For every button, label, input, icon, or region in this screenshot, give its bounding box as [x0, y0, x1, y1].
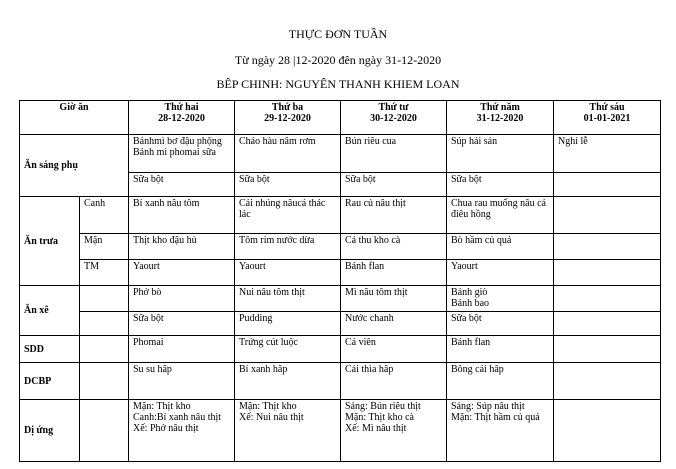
dish-line: Cá thu kho cà	[345, 235, 401, 246]
breakfast-dish	[235, 135, 341, 173]
afternoon-drink	[554, 312, 661, 336]
dish-line: Bánh giò	[451, 287, 488, 298]
dish-line: Bánhmì bơ đậu phộng	[133, 136, 222, 147]
day-name: Thứ hai	[164, 102, 199, 113]
lunch-dish	[447, 260, 554, 286]
dish-line: Sáng: Súp nâu thịt	[451, 401, 525, 412]
breakfast-milk	[554, 173, 661, 197]
sdd-dish: Trứng cút luộc	[235, 336, 341, 363]
day-name: Thứ ba	[271, 102, 304, 113]
table-row	[20, 101, 661, 135]
dish-line: Yaourt	[239, 261, 266, 272]
afternoon-drink: Sữa bột	[129, 312, 235, 336]
dish-line: Xế: Mì nâu thịt	[345, 423, 407, 434]
sdd-sub-empty	[80, 336, 129, 363]
weekly-menu-table	[19, 100, 661, 462]
lunch-dish	[235, 234, 341, 260]
table-row	[20, 197, 661, 234]
lunch-dish	[554, 234, 661, 260]
table-row	[20, 135, 661, 173]
allergy-dish	[235, 400, 341, 462]
day-header	[235, 101, 341, 135]
dish-line: Cháo hàu nâm rơm	[239, 136, 316, 147]
breakfast-milk: Sữa bột	[341, 173, 447, 197]
afternoon-dish	[129, 286, 235, 312]
table-row	[20, 363, 661, 400]
lunch-dish	[235, 260, 341, 286]
dish-line: Xế: Phở nâu thịt	[133, 423, 199, 434]
dcbp-dish: Bí xanh hâp	[235, 363, 341, 400]
table-row	[20, 234, 661, 260]
dish-line: Bánh flan	[345, 261, 385, 272]
dcbp-dish: Su su hâp	[129, 363, 235, 400]
lunch-dish	[341, 197, 447, 234]
dish-line: Mặn: Thịt kho	[133, 401, 191, 412]
lunch-dish	[129, 234, 235, 260]
day-name: Thứ sáu	[589, 102, 625, 113]
dish-line: Yaourt	[451, 261, 478, 272]
dish-line: Nui nâu tôm thịt	[239, 287, 305, 298]
afternoon-dish	[235, 286, 341, 312]
afternoon-dish	[341, 286, 447, 312]
day-date: 01-01-2021	[583, 113, 631, 124]
lunch-dish	[554, 197, 661, 234]
afternoon-dish	[447, 286, 554, 312]
lunch-dish	[341, 234, 447, 260]
breakfast-milk: Sữa bột	[235, 173, 341, 197]
dish-line: Mặn: Thịt kho cà	[345, 412, 414, 423]
lunch-dish	[129, 260, 235, 286]
table-row	[20, 336, 661, 363]
day-header	[447, 101, 554, 135]
breakfast-dish	[554, 135, 661, 173]
dish-line: Thịt kho đậu hủ	[133, 235, 197, 246]
allergy-dish	[447, 400, 554, 462]
afternoon-sub-empty	[80, 286, 129, 312]
lunch-dish	[129, 197, 235, 234]
dish-line: Bánh bao	[451, 298, 490, 309]
table-row	[20, 286, 661, 312]
chef-name: BÊP CHINH: NGUYÊN THANH KHIEM LOAN	[216, 77, 460, 91]
lunch-dish	[554, 260, 661, 286]
lunch-sub-label: TM	[80, 260, 129, 286]
dish-line: lác	[239, 209, 251, 220]
dish-line: Bún riêu cua	[345, 136, 397, 147]
lunch-dish	[341, 260, 447, 286]
afternoon-sub-empty	[80, 312, 129, 336]
day-date: 28-12-2020	[158, 113, 205, 124]
dish-line: Súp hải sản	[451, 136, 498, 147]
dish-line: Mì nâu tôm thịt	[345, 287, 408, 298]
table-row	[20, 260, 661, 286]
sdd-dish: Phomai	[129, 336, 235, 363]
breakfast-dish	[129, 135, 235, 173]
table-row	[20, 312, 661, 336]
day-header	[129, 101, 235, 135]
table-row	[20, 400, 661, 462]
dish-line: Tôm rim nước dừa	[239, 235, 315, 246]
afternoon-drink: Sữa bột	[447, 312, 554, 336]
day-name: Thứ năm	[480, 102, 520, 113]
afternoon-dish	[554, 286, 661, 312]
afternoon-drink: Nước chanh	[341, 312, 447, 336]
dish-line: Sáng: Bún riêu thịt	[345, 401, 421, 412]
sdd-dish: Bánh flan	[447, 336, 554, 363]
menu-title: THỰC ĐƠN TUẦN	[288, 27, 388, 41]
day-name: Thứ tư	[378, 102, 409, 113]
dcbp-dish: Cải thìa hâp	[341, 363, 447, 400]
afternoon-drink: Pudding	[235, 312, 341, 336]
dish-line: Yaourt	[133, 261, 160, 272]
breakfast-dish	[341, 135, 447, 173]
dcbp-dish: Bông cải hâp	[447, 363, 554, 400]
breakfast-label: Ăn sáng phụ	[20, 135, 129, 197]
lunch-dish	[447, 197, 554, 234]
dish-line: Bí xanh nâu tôm	[133, 198, 200, 209]
sdd-dish	[554, 336, 661, 363]
day-header	[341, 101, 447, 135]
sdd-dish: Cá viên	[341, 336, 447, 363]
dish-line: Nghỉ lễ	[558, 136, 588, 147]
dish-line: Bánh mì phomai sữa	[133, 147, 216, 158]
lunch-dish	[235, 197, 341, 234]
dcbp-label: DCBP	[20, 363, 80, 400]
dcbp-dish	[554, 363, 661, 400]
lunch-label: Ăn trưa	[20, 197, 80, 286]
lunch-sub-label: Canh	[80, 197, 129, 234]
lunch-sub-label: Mặn	[80, 234, 129, 260]
breakfast-milk: Sữa bột	[129, 173, 235, 197]
day-date: 30-12-2020	[370, 113, 417, 124]
date-range: Từ ngày 28 |12-2020 đên ngày 31-12-2020	[234, 53, 442, 67]
sdd-label: SDD	[20, 336, 80, 363]
breakfast-dish	[447, 135, 554, 173]
allergy-dish	[129, 400, 235, 462]
dish-line: Mặn: Thịt hầm củ quả	[451, 412, 540, 423]
dish-line: điêu hồng	[451, 209, 491, 220]
dish-line: Bò hầm củ quả	[451, 235, 512, 246]
allergy-sub-empty	[80, 400, 129, 462]
allergy-dish	[341, 400, 447, 462]
dcbp-sub-empty	[80, 363, 129, 400]
allergy-dish	[554, 400, 661, 462]
dish-line: Xế: Nui nâu thịt	[239, 412, 304, 423]
afternoon-label: Ăn xê	[20, 286, 80, 336]
meal-time-header: Giờ ăn	[20, 101, 129, 135]
day-date: 31-12-2020	[476, 113, 524, 124]
lunch-dish	[447, 234, 554, 260]
allergy-label: Dị ứng	[20, 400, 80, 462]
dish-line: Chua rau muống nâu cá	[451, 198, 546, 209]
dish-line: Cải nhúng nâucá thác	[239, 198, 326, 209]
dish-line: Mặn: Thịt kho	[239, 401, 297, 412]
dish-line: Rau củ nâu thịt	[345, 198, 406, 209]
dish-line: Phở bò	[133, 287, 162, 298]
breakfast-milk: Sữa bột	[447, 173, 554, 197]
dish-line: Canh:Bí xanh nâu thịt	[133, 412, 222, 423]
day-header	[554, 101, 661, 135]
day-date: 29-12-2020	[264, 113, 311, 124]
